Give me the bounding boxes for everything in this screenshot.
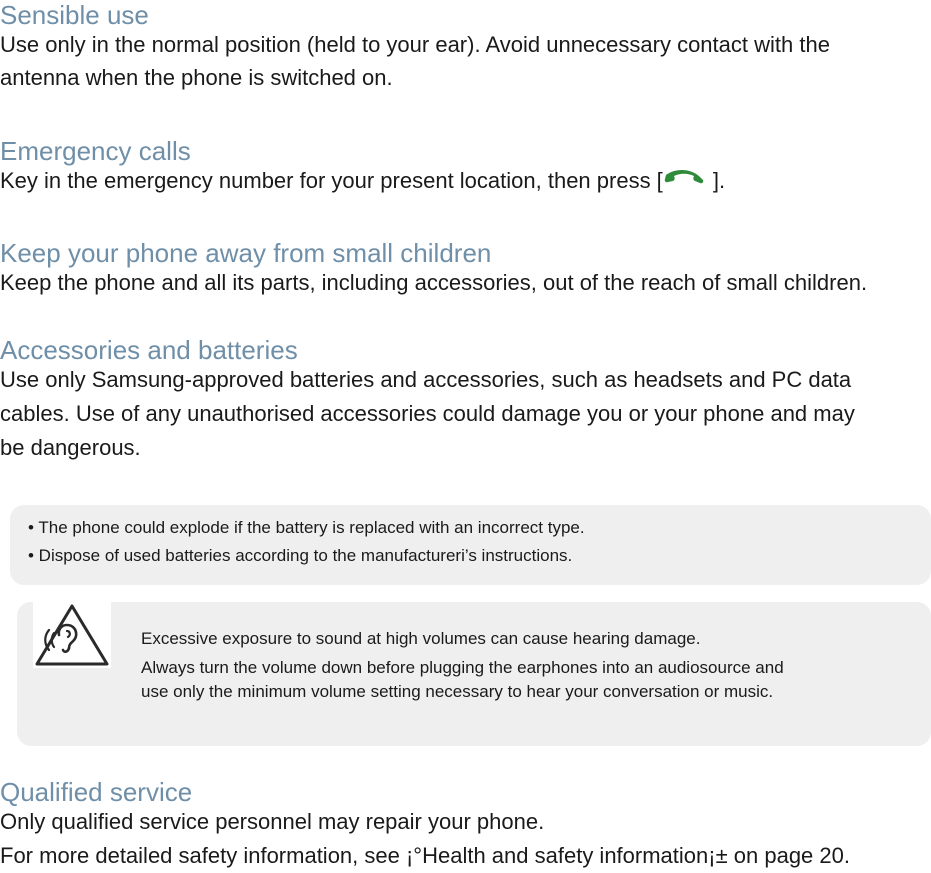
- sensible-use-line-2: antenna when the phone is switched on.: [0, 65, 393, 90]
- small-children-line-1: Keep the phone and all its parts, including accessories, out of the reach of small children.: [0, 270, 868, 295]
- accessories-line-3: be dangerous.: [0, 435, 141, 460]
- hearing-warning-line-3: use only the minimum volume setting necessary to hear your conversation or music.: [141, 682, 774, 701]
- accessories-line-1: Use only Samsung-approved batteries and accessories, such as headsets and PC data: [0, 367, 852, 392]
- heading-accessories: Accessories and batteries: [0, 335, 298, 365]
- battery-warning-box: [10, 505, 931, 585]
- battery-warning-item-2: • Dispose of used batteries according to the manufactureri’s instructions.: [28, 546, 573, 565]
- hearing-damage-icon: [33, 602, 111, 668]
- hearing-warning-line-1: Excessive exposure to sound at high volumes can cause hearing damage.: [141, 629, 701, 648]
- heading-qualified-service: Qualified service: [0, 777, 193, 807]
- heading-emergency-calls: Emergency calls: [0, 136, 191, 166]
- emergency-calls-text: [0, 164, 725, 198]
- accessories-line-2: cables. Use of any unauthorised accessories could damage you or your phone and may: [0, 401, 855, 426]
- emergency-calls-text-before: Key in the emergency number for your present location, then press [: [0, 168, 663, 193]
- heading-sensible-use: Sensible use: [0, 0, 149, 30]
- battery-warning-item-1: • The phone could explode if the battery is replaced with an incorrect type.: [28, 518, 585, 537]
- sensible-use-line-1: Use only in the normal position (held to your ear). Avoid unnecessary contact with the: [0, 32, 830, 57]
- call-icon: [663, 167, 707, 189]
- qualified-service-line-2: For more detailed safety information, see ¡°Health and safety information¡± on page 20.: [0, 843, 850, 868]
- hearing-warning-box: [17, 602, 931, 746]
- qualified-service-line-1: Only qualified service personnel may repair your phone.: [0, 809, 545, 834]
- hearing-warning-line-2: Always turn the volume down before plugging the earphones into an audiosource and: [141, 658, 784, 677]
- heading-small-children: Keep your phone away from small children: [0, 238, 492, 268]
- emergency-calls-text-after: ].: [706, 168, 726, 193]
